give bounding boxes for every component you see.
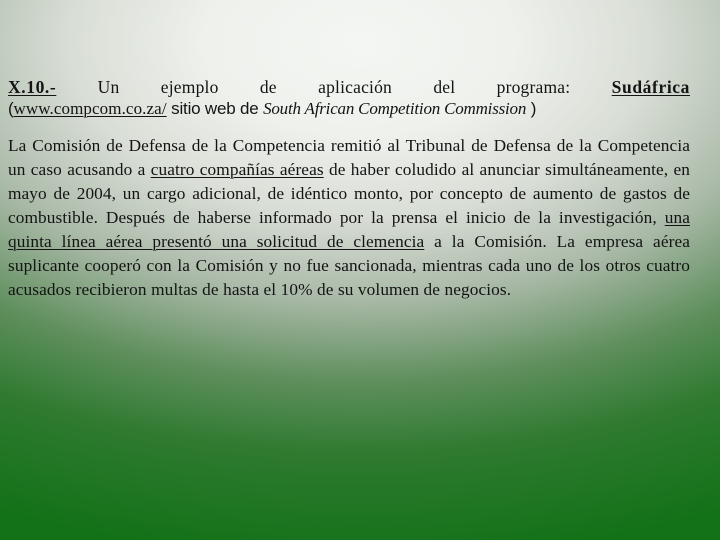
slide-heading — [8, 76, 690, 98]
source-line — [8, 98, 690, 120]
body-underline-leniency: una quinta línea aérea presentó una solicitud de clemencia — [8, 208, 690, 251]
body-paragraph — [8, 134, 690, 302]
source-organization: South African Competition Commission — [263, 99, 527, 118]
body-part-3: a la Comisión. La empresa aérea suplicante cooperó con la Comisión y no fue sancionada, mientras cada uno de los otros cuatro acusados recibieron multas de hasta el 10% de su volumen de negocios. — [8, 232, 690, 299]
country-name: Sudáfrica — [611, 77, 690, 97]
body-underline-airlines: cuatro compañías aéreas — [150, 160, 324, 179]
source-open-paren: ( — [8, 99, 14, 118]
heading-text: Un ejemplo de aplicación del programa: — [56, 77, 612, 97]
source-url-link[interactable]: www.compcom.co.za/ — [13, 99, 167, 118]
body-part-1: La Comisión de Defensa de la Competencia remitió al Tribunal de Defensa de la Competencia un caso acusando a — [8, 136, 690, 179]
body-part-2: de haber coludido al anunciar simultáneamente, en mayo de 2004, un cargo adicional, de idéntico monto, por concepto de aumento de gastos de combustible. Después de haberse informado por la prensa el inicio de la investigación, — [8, 160, 690, 227]
slide-content — [8, 76, 690, 302]
section-number: X.10.- — [8, 77, 57, 97]
source-close-paren: ) — [526, 99, 537, 118]
source-middle-text: sitio web de — [166, 99, 264, 118]
